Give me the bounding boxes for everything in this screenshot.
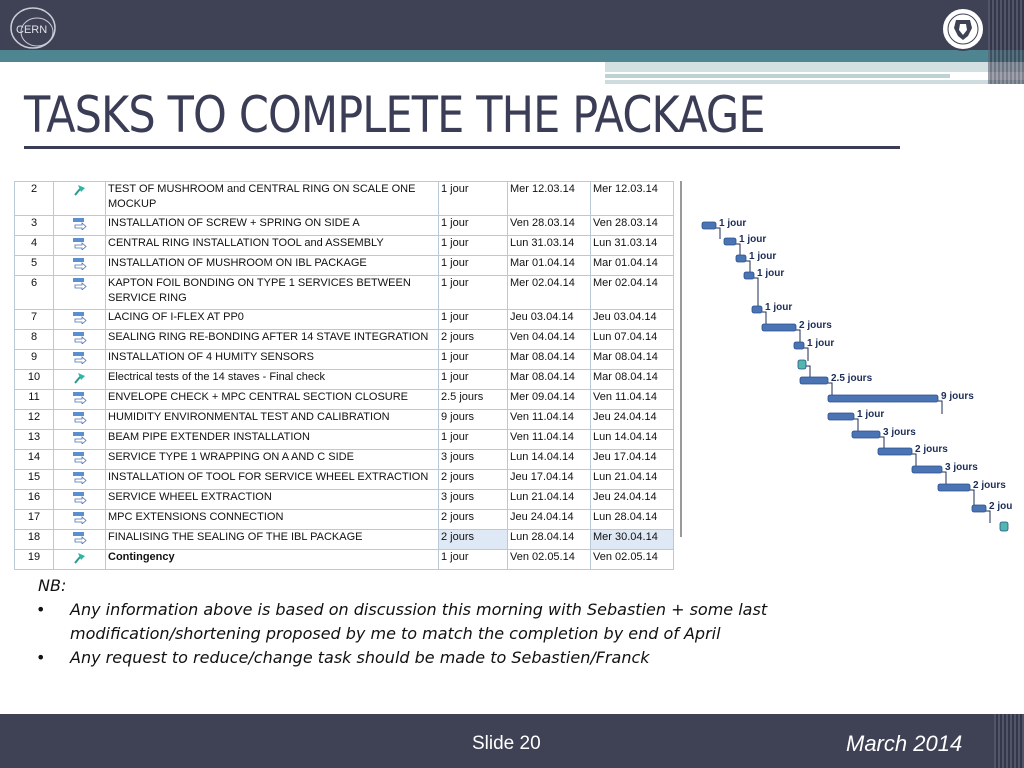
gantt-bar	[800, 377, 828, 384]
gantt-bar	[794, 342, 804, 349]
task-duration: 2 jours	[439, 510, 508, 530]
gantt-bar	[878, 448, 912, 455]
table-row[interactable]	[15, 330, 674, 350]
task-finish: Lun 07.04.14	[591, 330, 674, 350]
task-id: 4	[15, 236, 54, 256]
task-start: Mar 08.04.14	[508, 350, 591, 370]
task-finish: Jeu 24.04.14	[591, 490, 674, 510]
gantt-bar	[702, 222, 716, 229]
notes-section	[38, 574, 898, 670]
task-name: INSTALLATION OF SCREW + SPRING ON SIDE A	[106, 216, 439, 236]
task-table	[14, 181, 674, 570]
table-row[interactable]	[15, 470, 674, 490]
bullet-icon: •	[36, 600, 46, 619]
task-start: Mer 12.03.14	[508, 182, 591, 216]
task-indicator	[54, 390, 106, 410]
task-name: INSTALLATION OF TOOL FOR SERVICE WHEEL EXTRACTION	[106, 470, 439, 490]
gantt-bar	[938, 484, 970, 491]
task-id: 19	[15, 550, 54, 570]
task-table-wrapper	[14, 181, 674, 570]
task-id: 15	[15, 470, 54, 490]
gantt-connector	[938, 401, 942, 414]
milestone-pin-icon	[72, 183, 88, 196]
header-bar	[0, 0, 1024, 50]
auto-schedule-icon	[72, 257, 88, 270]
task-name: SERVICE TYPE 1 WRAPPING ON A AND C SIDE	[106, 450, 439, 470]
task-duration: 2 jours	[439, 330, 508, 350]
task-indicator	[54, 550, 106, 570]
gantt-bar	[744, 272, 754, 279]
task-name: HUMIDITY ENVIRONMENTAL TEST AND CALIBRATION	[106, 410, 439, 430]
task-id: 6	[15, 276, 54, 310]
gantt-milestone	[1000, 522, 1008, 531]
task-duration: 9 jours	[439, 410, 508, 430]
task-name: SEALING RING RE-BONDING AFTER 14 STAVE INTEGRATION	[106, 330, 439, 350]
task-start: Lun 28.04.14	[508, 530, 591, 550]
gantt-bar-label: 2 jours	[799, 320, 832, 331]
gantt-connector	[986, 511, 990, 523]
task-duration: 1 jour	[439, 256, 508, 276]
gantt-connector	[804, 348, 808, 361]
task-duration: 1 jour	[439, 216, 508, 236]
task-duration: 3 jours	[439, 490, 508, 510]
task-finish: Mer 02.04.14	[591, 276, 674, 310]
bullet-icon: •	[36, 648, 46, 667]
gantt-bar	[852, 431, 880, 438]
task-duration: 2 jours	[439, 530, 508, 550]
task-id: 8	[15, 330, 54, 350]
task-start: Mar 08.04.14	[508, 370, 591, 390]
task-duration: 1 jour	[439, 310, 508, 330]
task-duration: 1 jour	[439, 370, 508, 390]
header-accent-band	[0, 50, 1024, 62]
gantt-bar-label: 3 jours	[883, 427, 916, 438]
task-id: 17	[15, 510, 54, 530]
gantt-bar-label: 2 jours	[973, 480, 1006, 491]
task-id: 12	[15, 410, 54, 430]
task-start: Ven 02.05.14	[508, 550, 591, 570]
task-start: Jeu 17.04.14	[508, 470, 591, 490]
auto-schedule-icon	[72, 471, 88, 484]
task-indicator	[54, 216, 106, 236]
task-start: Lun 31.03.14	[508, 236, 591, 256]
gantt-bar-label: 9 jours	[941, 391, 974, 402]
footer-stripes	[994, 714, 1024, 768]
task-finish: Jeu 17.04.14	[591, 450, 674, 470]
task-start: Lun 21.04.14	[508, 490, 591, 510]
task-id: 5	[15, 256, 54, 276]
task-id: 9	[15, 350, 54, 370]
task-name: Contingency	[106, 550, 439, 570]
gantt-bar-label: 1 jour	[807, 338, 835, 349]
notes-heading: NB:	[38, 576, 67, 595]
task-start: Jeu 03.04.14	[508, 310, 591, 330]
table-row[interactable]	[15, 490, 674, 510]
table-row[interactable]	[15, 276, 674, 310]
task-id: 2	[15, 182, 54, 216]
task-indicator	[54, 450, 106, 470]
task-indicator	[54, 530, 106, 550]
task-name: SERVICE WHEEL EXTRACTION	[106, 490, 439, 510]
gantt-connector	[746, 261, 750, 273]
task-name: INSTALLATION OF MUSHROOM ON IBL PACKAGE	[106, 256, 439, 276]
task-name: LACING OF I-FLEX AT PP0	[106, 310, 439, 330]
task-duration: 1 jour	[439, 350, 508, 370]
gantt-bar-label: 1 jour	[749, 251, 777, 262]
notes-item	[38, 598, 898, 646]
task-indicator	[54, 276, 106, 310]
task-name: BEAM PIPE EXTENDER INSTALLATION	[106, 430, 439, 450]
task-start: Mer 02.04.14	[508, 276, 591, 310]
task-finish: Mar 08.04.14	[591, 370, 674, 390]
gantt-connector	[942, 472, 946, 485]
task-start: Ven 04.04.14	[508, 330, 591, 350]
task-name: TEST OF MUSHROOM and CENTRAL RING ON SCALE ONE MOCKUP	[106, 182, 439, 216]
cern-logo	[6, 4, 62, 54]
task-duration: 2.5 jours	[439, 390, 508, 410]
table-row[interactable]	[15, 550, 674, 570]
task-duration: 1 jour	[439, 430, 508, 450]
task-finish: Lun 31.03.14	[591, 236, 674, 256]
slide-date: March 2014	[846, 731, 963, 756]
task-finish: Ven 11.04.14	[591, 390, 674, 410]
task-id: 14	[15, 450, 54, 470]
table-row[interactable]	[15, 350, 674, 370]
task-indicator	[54, 330, 106, 350]
notes-item-text: Any request to reduce/change task should be made to Sebastien/Franck	[70, 648, 650, 667]
table-row[interactable]	[15, 310, 674, 330]
auto-schedule-icon	[72, 411, 88, 424]
gantt-connector	[736, 244, 740, 256]
task-start: Mar 01.04.14	[508, 256, 591, 276]
table-row[interactable]	[15, 410, 674, 430]
gantt-bar-label: 1 jour	[757, 268, 785, 279]
gantt-bar-label: 2.5 jours	[831, 373, 873, 384]
task-start: Jeu 24.04.14	[508, 510, 591, 530]
auto-schedule-icon	[72, 277, 88, 290]
task-indicator	[54, 510, 106, 530]
auto-schedule-icon	[72, 531, 88, 544]
table-row[interactable]	[15, 450, 674, 470]
auto-schedule-icon	[72, 311, 88, 324]
task-id: 13	[15, 430, 54, 450]
gantt-connector	[854, 419, 858, 432]
university-seal-icon	[940, 6, 986, 52]
task-finish: Lun 14.04.14	[591, 430, 674, 450]
task-finish: Lun 28.04.14	[591, 510, 674, 530]
task-duration: 1 jour	[439, 182, 508, 216]
table-row[interactable]	[15, 236, 674, 256]
title-underline	[24, 146, 900, 149]
gantt-bar	[912, 466, 942, 473]
task-start: Mer 09.04.14	[508, 390, 591, 410]
gantt-connector	[806, 366, 810, 378]
auto-schedule-icon	[72, 391, 88, 404]
gantt-bar-label: 1 jour	[719, 218, 747, 229]
milestone-pin-icon	[72, 371, 88, 384]
task-duration: 2 jours	[439, 470, 508, 490]
table-row[interactable]	[15, 530, 674, 550]
task-id: 18	[15, 530, 54, 550]
task-duration: 1 jour	[439, 550, 508, 570]
task-name: CENTRAL RING INSTALLATION TOOL and ASSEMBLY	[106, 236, 439, 256]
task-finish: Mer 30.04.14	[591, 530, 674, 550]
gantt-bar	[828, 413, 854, 420]
auto-schedule-icon	[72, 237, 88, 250]
slide-title: TASKS TO COMPLETE THE PACKAGE	[24, 86, 765, 144]
gantt-bar	[972, 505, 986, 512]
task-start: Ven 11.04.14	[508, 410, 591, 430]
task-id: 7	[15, 310, 54, 330]
task-name: ENVELOPE CHECK + MPC CENTRAL SECTION CLOSURE	[106, 390, 439, 410]
header-decor-line	[605, 74, 950, 78]
task-finish: Mer 12.03.14	[591, 182, 674, 216]
task-name: INSTALLATION OF 4 HUMITY SENSORS	[106, 350, 439, 370]
gantt-connector	[754, 278, 758, 307]
task-name: FINALISING THE SEALING OF THE IBL PACKAGE	[106, 530, 439, 550]
gantt-milestone	[798, 360, 806, 369]
gantt-bar-label: 3 jours	[945, 462, 978, 473]
cern-logo-text: CERN	[16, 24, 48, 36]
notes-item	[38, 646, 898, 670]
task-indicator	[54, 350, 106, 370]
task-indicator	[54, 370, 106, 390]
task-duration: 3 jours	[439, 450, 508, 470]
task-finish: Jeu 03.04.14	[591, 310, 674, 330]
gantt-bar	[752, 306, 762, 313]
task-id: 11	[15, 390, 54, 410]
gantt-bar-label: 2 jours	[915, 444, 948, 455]
gantt-connector	[716, 228, 720, 239]
task-finish: Lun 21.04.14	[591, 470, 674, 490]
table-row[interactable]	[15, 216, 674, 236]
table-row[interactable]	[15, 510, 674, 530]
task-name: MPC EXTENSIONS CONNECTION	[106, 510, 439, 530]
task-duration: 1 jour	[439, 276, 508, 310]
gantt-chart	[680, 181, 1024, 537]
auto-schedule-icon	[72, 511, 88, 524]
header-decor-line	[605, 62, 1024, 72]
table-row[interactable]	[15, 182, 674, 216]
task-indicator	[54, 410, 106, 430]
task-finish: Jeu 24.04.14	[591, 410, 674, 430]
task-id: 16	[15, 490, 54, 510]
task-start: Ven 28.03.14	[508, 216, 591, 236]
task-start: Lun 14.04.14	[508, 450, 591, 470]
table-row[interactable]	[15, 256, 674, 276]
task-indicator	[54, 430, 106, 450]
task-duration: 1 jour	[439, 236, 508, 256]
task-id: 10	[15, 370, 54, 390]
task-indicator	[54, 256, 106, 276]
gantt-bar-label: 1 jour	[857, 409, 885, 420]
gantt-connector	[762, 312, 766, 325]
slide-number: Slide 20	[472, 733, 541, 754]
gantt-bar-label: 1 jour	[739, 234, 767, 245]
task-indicator	[54, 310, 106, 330]
auto-schedule-icon	[72, 451, 88, 464]
gantt-connector	[912, 454, 916, 467]
gantt-connector	[796, 330, 800, 343]
gantt-connector	[970, 490, 974, 506]
gantt-bar-label: 2 jou	[989, 501, 1013, 512]
gantt-bar	[762, 324, 796, 331]
task-indicator	[54, 490, 106, 510]
notes-list	[38, 598, 898, 670]
gantt-connector	[880, 437, 884, 449]
task-name: KAPTON FOIL BONDING ON TYPE 1 SERVICES BETWEEN SERVICE RING	[106, 276, 439, 310]
gantt-connector	[828, 383, 832, 396]
auto-schedule-icon	[72, 491, 88, 504]
task-indicator	[54, 470, 106, 490]
task-finish: Mar 01.04.14	[591, 256, 674, 276]
task-finish: Ven 28.03.14	[591, 216, 674, 236]
task-finish: Mar 08.04.14	[591, 350, 674, 370]
gantt-bar	[736, 255, 746, 262]
auto-schedule-icon	[72, 217, 88, 230]
gantt-chart-svg	[682, 181, 1024, 537]
gantt-bar	[828, 395, 938, 402]
task-indicator	[54, 182, 106, 216]
notes-item-text: Any information above is based on discussion this morning with Sebastien + some last modification/shortening proposed by me to match the completion by end of April	[70, 600, 768, 643]
milestone-pin-icon	[72, 551, 88, 564]
gantt-bar	[724, 238, 736, 245]
auto-schedule-icon	[72, 431, 88, 444]
table-row[interactable]	[15, 390, 674, 410]
task-start: Ven 11.04.14	[508, 430, 591, 450]
header-stripes	[988, 0, 1024, 84]
auto-schedule-icon	[72, 331, 88, 344]
task-id: 3	[15, 216, 54, 236]
auto-schedule-icon	[72, 351, 88, 364]
gantt-bar-label: 1 jour	[765, 302, 793, 313]
task-name: Electrical tests of the 14 staves - Final check	[106, 370, 439, 390]
table-row[interactable]	[15, 370, 674, 390]
task-indicator	[54, 236, 106, 256]
table-row[interactable]	[15, 430, 674, 450]
task-finish: Ven 02.05.14	[591, 550, 674, 570]
